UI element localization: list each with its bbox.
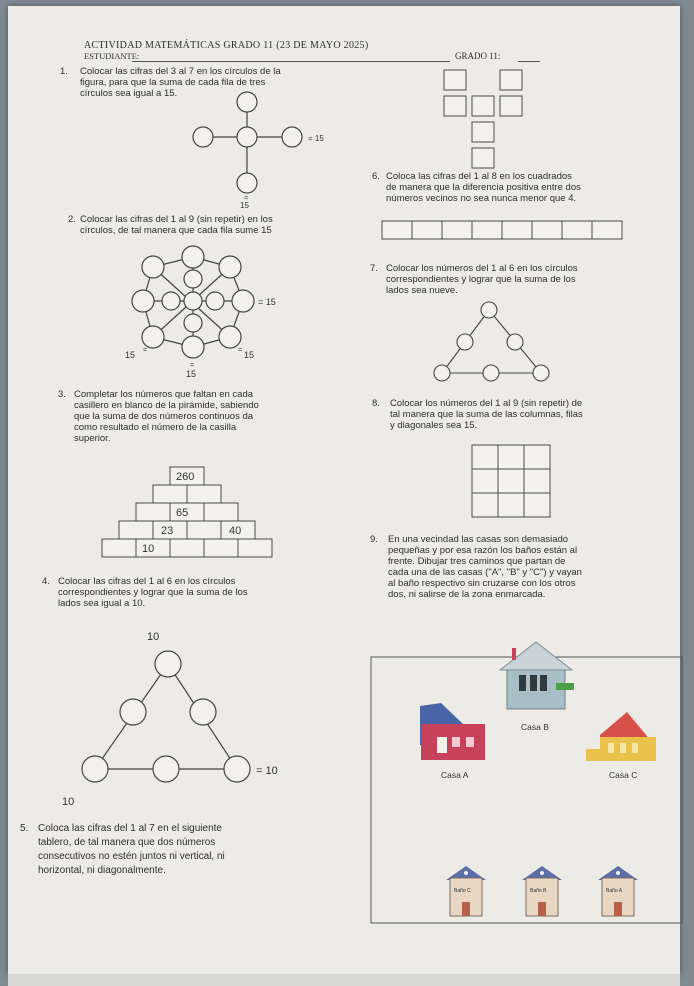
p8-cell-5[interactable] bbox=[498, 469, 524, 493]
p1-line-2: figura, para que la suma de cada fila de tres bbox=[80, 77, 266, 88]
p4-circle-top[interactable] bbox=[155, 651, 181, 677]
p9-line-6: dos, ni salirse de la zona enmarcada. bbox=[388, 589, 546, 600]
p4-circle-mid-left[interactable] bbox=[120, 699, 146, 725]
p4-line-3: lados sea igual a 10. bbox=[58, 598, 146, 609]
p6-squares bbox=[444, 70, 522, 168]
p3-line-4: como resultado el número de la casilla bbox=[74, 422, 237, 433]
p9-line-5: al baño respectivo sin cruzarse con los otros bbox=[388, 578, 576, 589]
p3-value-row5-left: 10 bbox=[142, 543, 155, 555]
p2-circle-inner-right[interactable] bbox=[206, 292, 224, 310]
p7-number: 7. bbox=[370, 263, 378, 274]
p3-cell-r3-1[interactable] bbox=[136, 503, 170, 521]
p8-number: 8. bbox=[372, 398, 380, 409]
p2-sum-bottom: 15 bbox=[186, 369, 197, 379]
p4-circle-bottom-right[interactable] bbox=[224, 756, 250, 782]
p5-line-3: consecutivos no estén juntos ni vertical, ni bbox=[38, 851, 225, 862]
p3-line-2: casillero en blanco de la pirámide, sabiendo bbox=[74, 400, 259, 411]
p8-cell-3[interactable] bbox=[524, 445, 550, 469]
p3-cell-r4-1[interactable] bbox=[119, 521, 153, 539]
p5-line-4: horizontal, ni diagonalmente. bbox=[38, 865, 166, 876]
p6-row-box-1[interactable] bbox=[382, 221, 412, 239]
p3-value-row4-right: 40 bbox=[229, 525, 242, 537]
p2-wheel-figure bbox=[132, 246, 254, 358]
bathroom-b-label: Baño B bbox=[530, 888, 547, 894]
p3-cell-r5-1[interactable] bbox=[102, 539, 136, 557]
p2-circle-bottom-right[interactable] bbox=[219, 326, 241, 348]
p2-circle-bottom[interactable] bbox=[182, 336, 204, 358]
p2-circle-inner-left[interactable] bbox=[162, 292, 180, 310]
bathroom-c-label: Baño C bbox=[454, 888, 471, 894]
p7-line-3: lados sea nueve. bbox=[386, 285, 458, 296]
p7-circle-top[interactable] bbox=[481, 302, 497, 318]
p3-value-top: 260 bbox=[176, 471, 195, 483]
p7-circle-mid-left[interactable] bbox=[457, 334, 473, 350]
p1-line-1: Colocar las cifras del 3 al 7 en los círculos de la bbox=[80, 66, 281, 77]
p3-cell-r3-3[interactable] bbox=[204, 503, 238, 521]
p5-line-1: Coloca las cifras del 1 al 7 en el siguiente bbox=[38, 823, 222, 834]
p2-mark-left: = bbox=[143, 347, 148, 354]
p6-square-3[interactable] bbox=[444, 96, 466, 116]
p2-sum-left: 15 bbox=[125, 350, 136, 360]
p4-line-1: Colocar las cifras del 1 al 6 en los círculos bbox=[58, 576, 236, 587]
p3-value-row4-left: 23 bbox=[161, 525, 174, 537]
p1-sum-bottom: 15 bbox=[240, 201, 249, 210]
p8-cell-7[interactable] bbox=[472, 493, 498, 517]
p8-cell-1[interactable] bbox=[472, 445, 498, 469]
p4-sum-top: 10 bbox=[147, 631, 160, 643]
p8-magic-square bbox=[472, 445, 550, 517]
p2-circle-left[interactable] bbox=[132, 290, 154, 312]
p6-row-box-2[interactable] bbox=[412, 221, 442, 239]
p3-line-1: Completar los números que faltan en cada bbox=[74, 389, 254, 400]
p3-cell-r5-3[interactable] bbox=[170, 539, 204, 557]
p9-line-1: En una vecindad las casas son demasiado bbox=[388, 534, 569, 545]
p6-row-box-3[interactable] bbox=[442, 221, 472, 239]
p3-cell-r5-4[interactable] bbox=[204, 539, 238, 557]
house-b-label: Casa B bbox=[521, 722, 549, 732]
p8-cell-4[interactable] bbox=[472, 469, 498, 493]
house-b bbox=[500, 642, 574, 709]
p3-value-row3: 65 bbox=[176, 507, 189, 519]
p6-line-3: números vecinos no sea nunca menor que 4. bbox=[386, 193, 577, 204]
p6-square-7[interactable] bbox=[472, 148, 494, 168]
p9-number: 9. bbox=[370, 534, 378, 545]
p2-number: 2. bbox=[68, 214, 76, 225]
house-a-label: Casa A bbox=[441, 770, 469, 780]
p6-line-1: Coloca las cifras del 1 al 8 en los cuadrados bbox=[386, 171, 572, 182]
p1-cross-figure bbox=[193, 92, 302, 193]
p2-circle-bottom-left[interactable] bbox=[142, 326, 164, 348]
p2-circle-center[interactable] bbox=[184, 292, 202, 310]
p3-cell-r4-3[interactable] bbox=[187, 521, 221, 539]
p8-cell-2[interactable] bbox=[498, 445, 524, 469]
p7-circle-bottom-left[interactable] bbox=[434, 365, 450, 381]
p1-line-3: círculos sea igual a 15. bbox=[80, 88, 178, 99]
p9-line-2: pequeñas y por esa razón los baños están al bbox=[388, 545, 578, 556]
p2-sum-right: = 15 bbox=[258, 297, 276, 307]
p7-circle-bottom-center[interactable] bbox=[483, 365, 499, 381]
p7-triangle bbox=[434, 302, 549, 381]
p4-triangle bbox=[82, 651, 250, 782]
p2-sum-diag: 15 bbox=[244, 350, 255, 360]
p4-sum-left: 10 bbox=[62, 796, 75, 808]
p4-line-2: correspondientes y lograr que la suma de los bbox=[58, 587, 248, 598]
p6-row-of-eight bbox=[382, 221, 622, 239]
p8-line-1: Colocar los números del 1 al 9 (sin repetir) de bbox=[390, 398, 583, 409]
worksheet-title: ACTIVIDAD MATEMÁTICAS GRADO 11 (23 DE MAYO 2025) bbox=[84, 40, 369, 51]
p4-circle-bottom-center[interactable] bbox=[153, 756, 179, 782]
bathroom-a-label: Baño A bbox=[606, 888, 623, 894]
p3-line-5: superior. bbox=[74, 433, 111, 444]
student-label: ESTUDIANTE: bbox=[84, 51, 140, 61]
house-c-label: Casa C bbox=[609, 770, 638, 780]
p1-circle-left[interactable] bbox=[193, 127, 213, 147]
p8-line-3: y diagonales sea 15. bbox=[390, 420, 478, 431]
p2-line-1: Colocar las cifras del 1 al 9 (sin repetir) en los bbox=[80, 214, 273, 225]
p4-number: 4. bbox=[42, 576, 50, 587]
p9-line-3: frente. Dibujar tres caminos que partan de bbox=[388, 556, 566, 567]
p2-circle-inner-bottom[interactable] bbox=[184, 314, 202, 332]
p6-row-box-5[interactable] bbox=[502, 221, 532, 239]
p8-cell-9[interactable] bbox=[524, 493, 550, 517]
p2-mark-right: = bbox=[238, 347, 243, 354]
p6-row-box-6[interactable] bbox=[532, 221, 562, 239]
p1-sum-mark: = bbox=[244, 195, 249, 202]
p6-number: 6. bbox=[372, 171, 380, 182]
house-c bbox=[586, 712, 656, 761]
p6-square-2[interactable] bbox=[500, 70, 522, 90]
p6-row-box-4[interactable] bbox=[472, 221, 502, 239]
p5-number: 5. bbox=[20, 823, 29, 834]
p2-circle-right[interactable] bbox=[232, 290, 254, 312]
p3-number: 3. bbox=[58, 389, 66, 400]
p5-line-2: tablero, de tal manera que dos números bbox=[38, 837, 216, 848]
p1-sum-right: = 15 bbox=[308, 134, 324, 143]
p1-circle-center[interactable] bbox=[237, 127, 257, 147]
p6-row-box-8[interactable] bbox=[592, 221, 622, 239]
p6-line-2: de manera que la diferencia positiva entre dos bbox=[386, 182, 581, 193]
p2-mark-bottom: = bbox=[190, 362, 195, 369]
p2-circle-top[interactable] bbox=[182, 246, 204, 268]
p7-circle-bottom-right[interactable] bbox=[533, 365, 549, 381]
p6-square-5[interactable] bbox=[500, 96, 522, 116]
house-a bbox=[420, 703, 485, 760]
p6-row-box-7[interactable] bbox=[562, 221, 592, 239]
p3-cell-r2-2[interactable] bbox=[187, 485, 221, 503]
p6-square-6[interactable] bbox=[472, 122, 494, 142]
p8-cell-6[interactable] bbox=[524, 469, 550, 493]
p7-line-2: correspondientes y lograr que la suma de los bbox=[386, 274, 576, 285]
p1-number: 1. bbox=[60, 66, 68, 77]
p7-circle-mid-right[interactable] bbox=[507, 334, 523, 350]
p2-circle-top-right[interactable] bbox=[219, 256, 241, 278]
p1-circle-bottom[interactable] bbox=[237, 173, 257, 193]
p3-line-3: que la suma de dos números continuos da bbox=[74, 411, 254, 422]
p9-line-4: cada una de las casas ("A", "B" y "C") y vayan bbox=[388, 567, 582, 578]
p4-sum-right: = 10 bbox=[256, 765, 278, 777]
p4-circle-mid-right[interactable] bbox=[190, 699, 216, 725]
grade-label: GRADO 11: bbox=[455, 51, 501, 61]
p3-cell-r5-5[interactable] bbox=[238, 539, 272, 557]
p8-line-2: tal manera que la suma de las columnas, filas bbox=[390, 409, 583, 420]
p6-square-1[interactable] bbox=[444, 70, 466, 90]
p2-line-2: círculos, de tal manera que cada fila sume 15 bbox=[80, 225, 272, 236]
p1-circle-right[interactable] bbox=[282, 127, 302, 147]
p8-cell-8[interactable] bbox=[498, 493, 524, 517]
p4-circle-bottom-left[interactable] bbox=[82, 756, 108, 782]
p3-cell-r2-1[interactable] bbox=[153, 485, 187, 503]
p2-circle-top-left[interactable] bbox=[142, 256, 164, 278]
p1-circle-top[interactable] bbox=[237, 92, 257, 112]
p2-circle-inner-top[interactable] bbox=[184, 270, 202, 288]
p6-square-4[interactable] bbox=[472, 96, 494, 116]
p7-line-1: Colocar los números del 1 al 6 en los círculos bbox=[386, 263, 578, 274]
